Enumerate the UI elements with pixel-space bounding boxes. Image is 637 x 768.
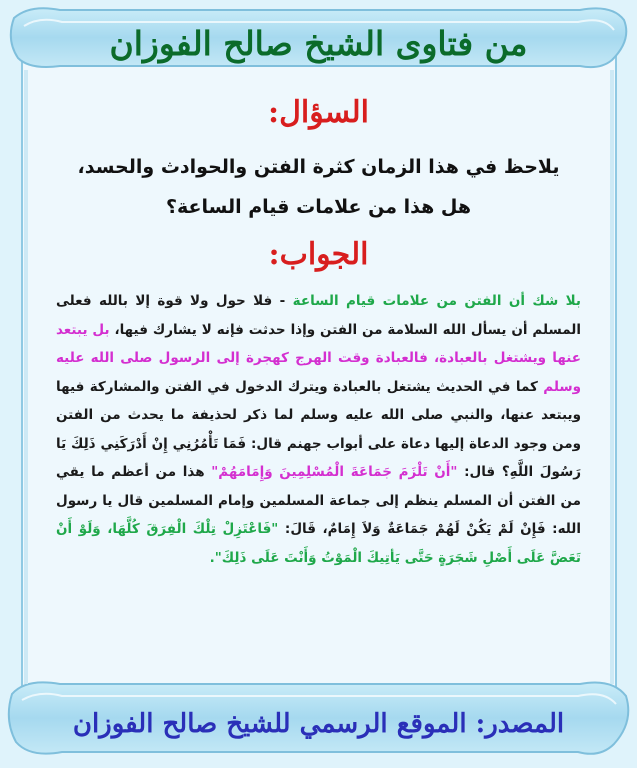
answer-segment: - فلا حول ولا قوة إلا بالله فعلى المسلم أن يسأل الله السلامة من الفتن وإذا حدثت فإنه لا يشارك فيها،: [56, 293, 581, 338]
answer-segment: "فَاعْتَزِلْ تِلْكَ الْفِرَقَ كُلَّهَا، وَلَوْ أَنْ تَعَضَّ عَلَى أَصْلِ شَجَرَةٍ حَتَّى يَأتِيكَ الْمَوْتُ وَأَنْتَ عَلَى ذَلِكَ".: [56, 521, 581, 566]
page-title: من فتاوى الشيخ صالح الفوزان: [109, 24, 528, 63]
answer-segment: كما في الحديث يشتغل بالعبادة ويترك الدخول في الفتن والمشاركة فيها ويبتعد عنها، والنبي صلى الله عليه وسلم لما ذكر لحذيفة ما يحدث من الفتن ومن وجود الدعاة إليها دعاة على أبواب جهنم قال: فَمَا تَأْمُرُنِي إِنْ أَدْرَكَنِي ذَلِكَ يَا رَسُولَ اللَّهِ؟ قال:: [56, 378, 581, 480]
question-line-2: هل هذا من علامات قيام الساعة؟: [165, 196, 472, 218]
answer-segment: بل يبتعد عنها ويشتغل بالعبادة، فالعبادة وقت الهرج كهجرة إلى الرسول صلى الله عليه وسلم: [56, 321, 581, 395]
source-credit: المصدر: الموقع الرسمي للشيخ صالح الفوزان: [72, 709, 565, 739]
question-heading: السؤال:: [268, 95, 369, 130]
answer-segment: هذا من أعظم ما يقي من الفتن أن المسلم ينظم إلى جماعة المسلمين وإمام المسلمين قال يا رسول الله: فَإِنْ لَمْ يَكُنْ لَهُمْ جَمَاعَةٌ وَلاَ إِمَامٌ، قَالَ:: [56, 464, 581, 537]
answer-heading: الجواب:: [268, 237, 369, 272]
answer-body: [56, 287, 581, 572]
question-line-1: يلاحظ في هذا الزمان كثرة الفتن والحوادث والحسد،: [77, 156, 560, 178]
answer-segment: "أَنْ تَلْزَمَ جَمَاعَةَ الْمُسْلِمِينَ وَإِمَامَهُمْ": [211, 464, 458, 480]
answer-segment: بلا شك أن الفتن من علامات قيام الساعة: [292, 293, 581, 309]
